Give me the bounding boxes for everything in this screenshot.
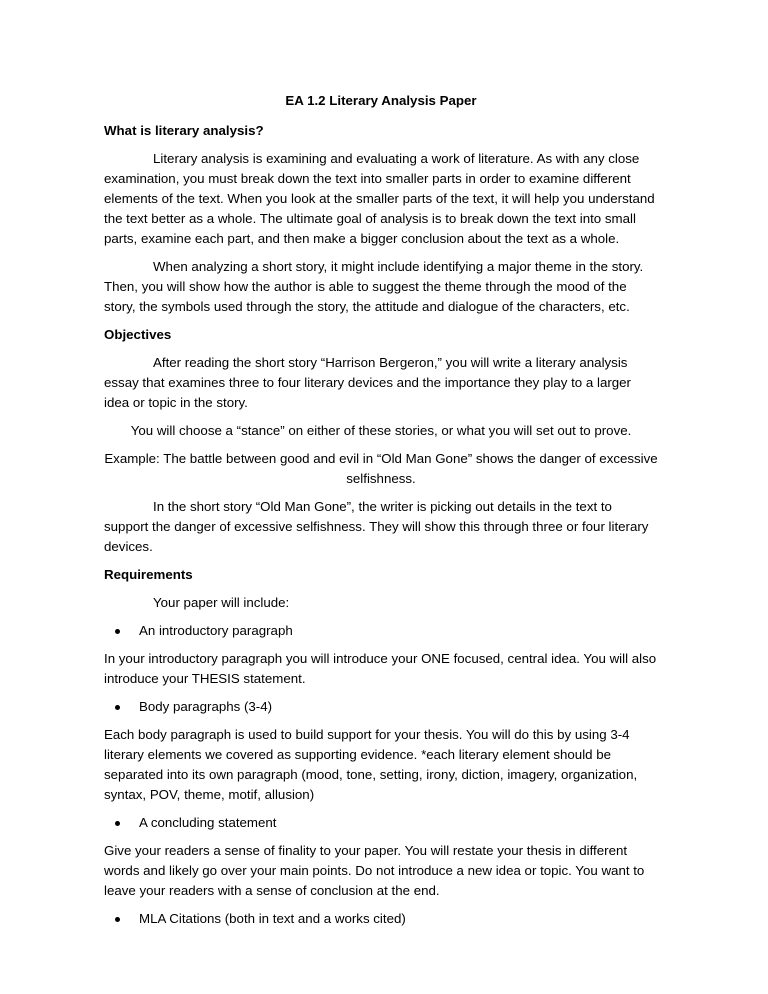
bullet-label: A concluding statement <box>139 815 277 830</box>
bullet-label: MLA Citations (both in text and a works cited) <box>139 911 406 926</box>
paragraph-body-desc: Each body paragraph is used to build support for your thesis. You will do this by using 3-4 literary elements we covered as supporting evidence. *each literary element should be separated into its own paragraph (mood, tone, setting, irony, diction, imagery, organization, syntax, POV, theme, motif, allusion) <box>104 727 638 802</box>
paragraph-short-story-analysis: When analyzing a short story, it might include identifying a major theme in the story. Then, you will show how the author is able to suggest the theme through the mood of the story, the symbols used through the story, the attitude and dialogue of the characters, etc. <box>104 259 644 314</box>
bullet-dot-icon <box>115 629 120 634</box>
paragraph-requirements-intro: Your paper will include: <box>153 595 290 610</box>
heading-what-is-literary-analysis: What is literary analysis? <box>104 123 264 138</box>
bullet-dot-icon <box>115 705 120 710</box>
paragraph-introductory-desc: In your introductory paragraph you will introduce your ONE focused, central idea. You will also introduce your THESIS statement. <box>104 651 657 686</box>
bullet-concluding-statement <box>104 813 658 833</box>
document-title: EA 1.2 Literary Analysis Paper <box>285 93 477 108</box>
paragraph-conclusion-desc: Give your readers a sense of finality to your paper. You will restate your thesis in different words and likely go over your main points. Do not introduce a new idea or topic. You want to leave your readers with a sense of conclusion at the end. <box>104 843 645 898</box>
bullet-dot-icon <box>115 821 120 826</box>
bullet-body-paragraphs <box>104 697 658 717</box>
paragraph-example-explanation: In the short story “Old Man Gone”, the writer is picking out details in the text to support the danger of excessive selfishness. They will show this through three or four literary devices. <box>104 499 649 554</box>
bullet-label: Body paragraphs (3-4) <box>139 699 273 714</box>
bullet-introductory-paragraph <box>104 621 658 641</box>
paragraph-definition: Literary analysis is examining and evaluating a work of literature. As with any close examination, you must break down the text into smaller parts in order to examine different elements of the text. When you look at the smaller parts of the text, it will help you understand the text better as a whole. The ultimate goal of analysis is to break down the text into small parts, examine each part, and then make a bigger conclusion about the text as a whole. <box>104 151 655 246</box>
heading-requirements: Requirements <box>104 567 193 582</box>
paragraph-example: Example: The battle between good and evil in “Old Man Gone” shows the danger of excessive selfishness. <box>104 451 658 486</box>
paragraph-stance: You will choose a “stance” on either of these stories, or what you will set out to prove. <box>130 423 632 438</box>
bullet-label: An introductory paragraph <box>139 623 293 638</box>
bullet-dot-icon <box>115 917 120 922</box>
bullet-mla-citations <box>104 909 658 929</box>
paragraph-objectives: After reading the short story “Harrison Bergeron,” you will write a literary analysis essay that examines three to four literary devices and the importance they play to a larger idea or topic in the story. <box>104 355 631 410</box>
heading-objectives: Objectives <box>104 327 172 342</box>
